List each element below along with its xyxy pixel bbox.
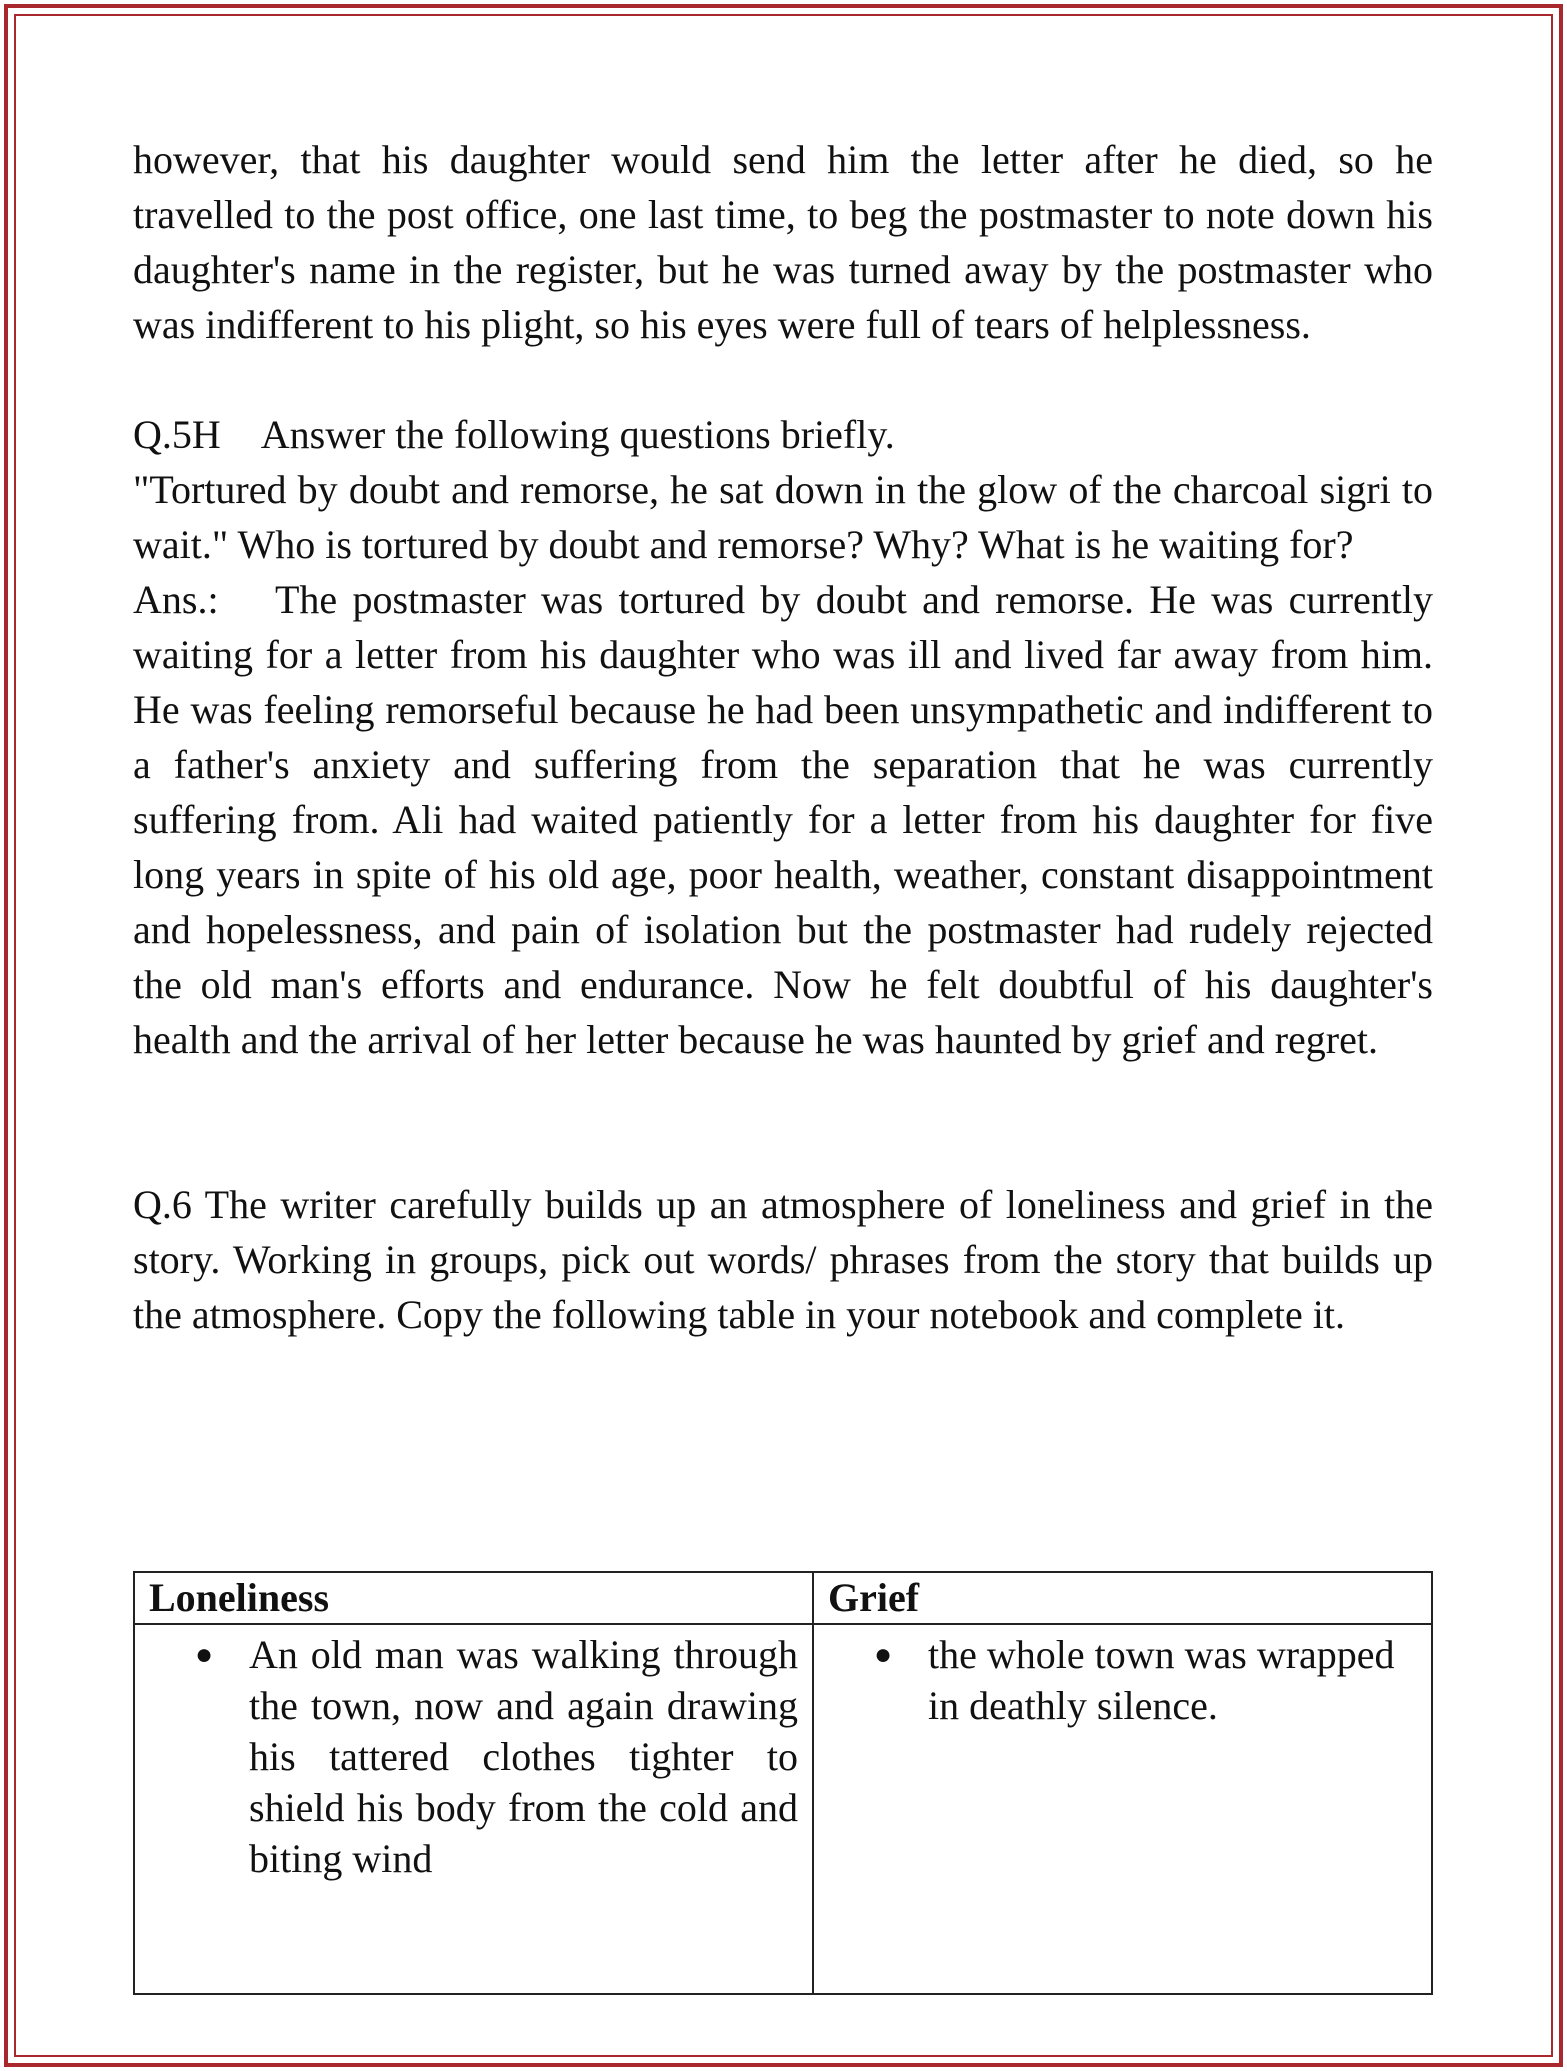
loneliness-cell — [134, 1624, 813, 1994]
bullet-icon: ● — [874, 1638, 893, 1671]
list-item — [147, 1629, 800, 1884]
answer-label: Ans.: — [133, 577, 219, 622]
q5h-answer — [133, 572, 1433, 1067]
spacer — [133, 1067, 1433, 1177]
atmosphere-table — [133, 1571, 1433, 1995]
q5h-heading: Q.5H Answer the following questions briefly. — [133, 412, 895, 457]
header-grief: Grief — [813, 1572, 1432, 1624]
header-loneliness: Loneliness — [134, 1572, 813, 1624]
loneliness-text: An old man was walking through the town, now and again drawing his tattered clothes tighter to shield his body from the cold and biting wind — [249, 1632, 798, 1881]
spacer — [133, 352, 1433, 407]
grief-text: the whole town was wrapped in deathly silence. — [928, 1632, 1395, 1728]
table-row — [134, 1624, 1432, 1994]
grief-cell — [813, 1624, 1432, 1994]
list-item — [826, 1629, 1419, 1731]
q6-question: Q.6 The writer carefully builds up an atmosphere of loneliness and grief in the story. Working in groups, pick out words/ phrases from the story that builds up the atmosphere. Copy the following table in your notebook and complete it. — [133, 1182, 1433, 1337]
intro-paragraph: however, that his daughter would send him the letter after he died, so he travelled to the post office, one last time, to beg the postmaster to note down his daughter's name in the register, but he was turned away by the postmaster who was indifferent to his plight, so his eyes were full of tears of helplessness. — [133, 137, 1433, 347]
table-header-row — [134, 1572, 1432, 1624]
q5h-question: "Tortured by doubt and remorse, he sat down in the glow of the charcoal sigri to wait." Who is tortured by doubt and remorse? Why? What is he waiting for? — [133, 467, 1433, 567]
bullet-icon: ● — [195, 1638, 214, 1671]
answer-text: The postmaster was tortured by doubt and remorse. He was currently waiting for a letter from his daughter who was ill and lived far away from him. He was feeling remorseful because he had been unsympathetic and indifferent to a father's anxiety and suffering from the separation that he was currently suffering from. Ali had waited patiently for a letter from his daughter for five long years in spite of his old age, poor health, weather, constant disappointment and hopelessness, and pain of isolation but the postmaster had rudely rejected the old man's efforts and endurance. Now he felt doubtful of his daughter's health and the arrival of her letter because he was haunted by grief and regret. — [133, 577, 1433, 1062]
document-body — [133, 132, 1433, 1342]
